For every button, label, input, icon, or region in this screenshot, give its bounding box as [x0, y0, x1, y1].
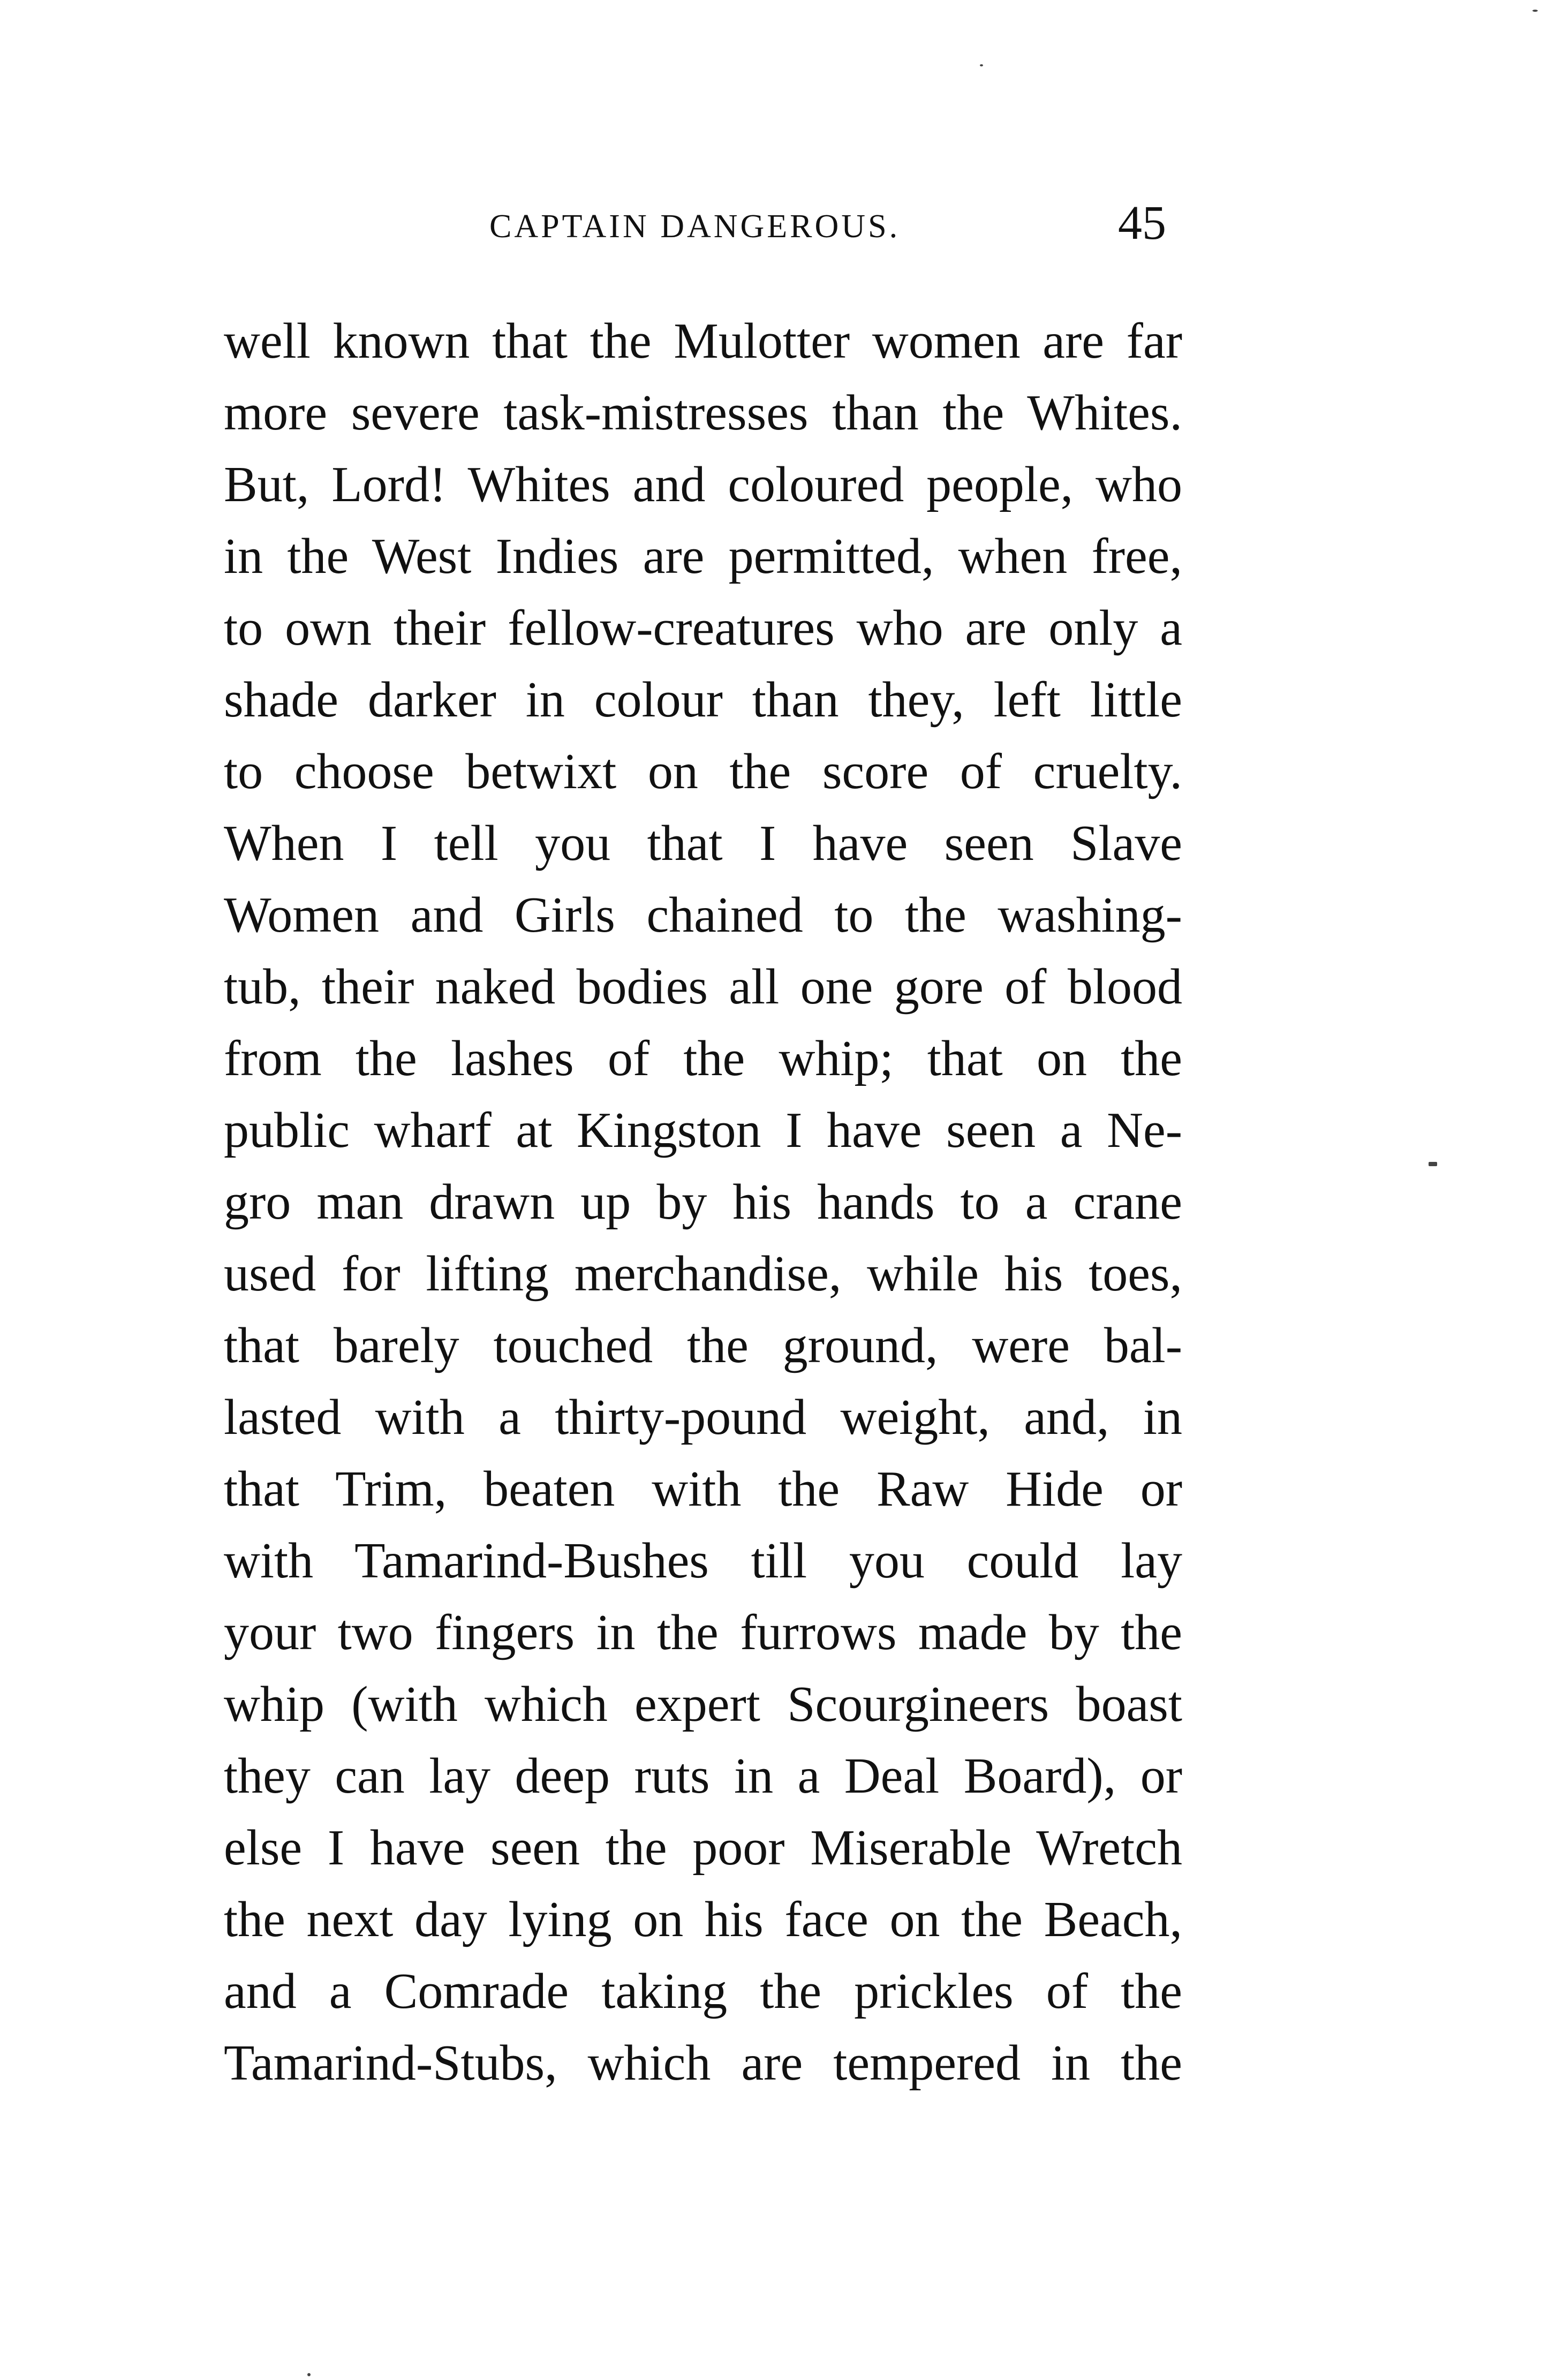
- text-line-25: Tamarind-Stubs, which are tempered in the: [224, 2035, 1182, 2091]
- text-line-1: well known that the Mulotter women are far: [224, 313, 1182, 369]
- text-line-23: the next day lying on his face on the Beach,: [224, 1892, 1182, 1947]
- text-line-20: whip (with which expert Scourgineers boast: [224, 1676, 1182, 1732]
- text-line-12: public wharf at Kingston I have seen a Ne-: [224, 1102, 1182, 1158]
- scan-mark: [980, 64, 983, 66]
- text-line-15: that barely touched the ground, were bal-: [224, 1318, 1182, 1373]
- text-line-9: Women and Girls chained to the washing-: [224, 887, 1182, 943]
- page-number: 45: [1118, 197, 1166, 250]
- text-line-3: But, Lord! Whites and coloured people, who: [224, 457, 1182, 512]
- text-line-10: tub, their naked bodies all one gore of blood: [224, 959, 1182, 1015]
- text-line-14: used for lifting merchandise, while his toes,: [224, 1246, 1182, 1302]
- body-text: [224, 305, 1182, 2099]
- text-line-4: in the West Indies are permitted, when free,: [224, 528, 1182, 584]
- scan-mark: [1532, 10, 1538, 12]
- text-line-7: to choose betwixt on the score of cruelty.: [224, 744, 1182, 799]
- text-line-21: they can lay deep ruts in a Deal Board), or: [224, 1748, 1182, 1804]
- text-line-22: else I have seen the poor Miserable Wretch: [224, 1820, 1182, 1876]
- text-line-13: gro man drawn up by his hands to a crane: [224, 1174, 1182, 1230]
- text-line-17: that Trim, beaten with the Raw Hide or: [224, 1461, 1182, 1517]
- text-line-11: from the lashes of the whip; that on the: [224, 1031, 1182, 1086]
- text-line-2: more severe task-mistresses than the Whites.: [224, 385, 1182, 441]
- scan-mark: [1429, 1162, 1437, 1166]
- text-line-8: When I tell you that I have seen Slave: [224, 815, 1182, 871]
- running-head: CAPTAIN DANGEROUS.: [489, 208, 901, 245]
- text-line-18: with Tamarind-Bushes till you could lay: [224, 1533, 1182, 1589]
- text-line-24: and a Comrade taking the prickles of the: [224, 1963, 1182, 2019]
- scan-mark: [307, 2373, 311, 2376]
- text-line-5: to own their fellow-creatures who are only a: [224, 600, 1182, 656]
- text-line-16: lasted with a thirty-pound weight, and, in: [224, 1389, 1182, 1445]
- text-line-19: your two fingers in the furrows made by the: [224, 1605, 1182, 1660]
- text-line-6: shade darker in colour than they, left little: [224, 672, 1182, 728]
